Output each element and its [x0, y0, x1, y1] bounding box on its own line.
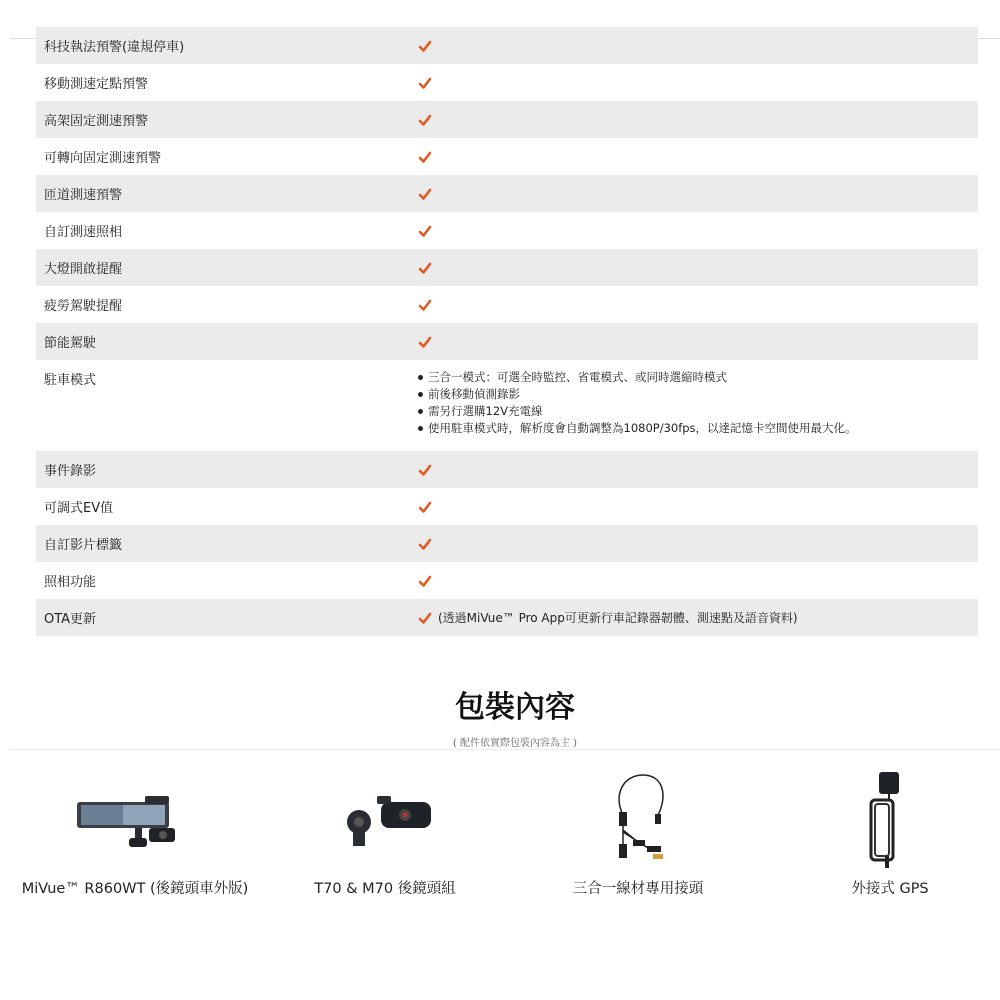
spec-row	[36, 488, 978, 525]
spec-label: 科技執法預警(違規停車)	[44, 40, 185, 55]
checkmark-icon	[418, 113, 432, 127]
spec-label: 節能駕駛	[44, 336, 97, 351]
spec-value	[418, 113, 978, 127]
spec-value	[418, 298, 978, 312]
package-item-mirror	[15, 770, 255, 900]
spec-label: 可轉向固定測速預警	[44, 151, 162, 166]
three-in-one-cable-icon	[518, 770, 758, 870]
spec-label: 自訂影片標籤	[44, 538, 123, 553]
spec-label: 大燈開啟提醒	[44, 262, 123, 277]
package-item-name: MiVue™ R860WT (後鏡頭車外版)	[21, 881, 249, 897]
spec-label: OTA更新	[44, 612, 97, 627]
spec-value	[418, 463, 978, 477]
spec-value	[418, 360, 978, 437]
spec-row	[36, 451, 978, 488]
package-title: 包裝內容	[455, 690, 575, 725]
spec-bullet-list	[418, 369, 857, 437]
checkmark-icon	[418, 187, 432, 201]
checkmark-icon	[418, 39, 432, 53]
package-item-name: T70 & M70 後鏡頭組	[314, 881, 456, 897]
section-divider	[10, 749, 1000, 750]
spec-bullet: 三合一模式：可選全時監控、省電模式、或同時選縮時模式	[418, 369, 857, 386]
spec-label: 駐車模式	[44, 373, 97, 388]
spec-row	[36, 138, 978, 175]
spec-label: 自訂測速照相	[44, 225, 123, 240]
spec-row	[36, 101, 978, 138]
package-item-cable	[518, 770, 758, 900]
spec-value	[418, 574, 978, 588]
spec-value	[418, 76, 978, 90]
spec-label: 匝道測速預警	[44, 188, 123, 203]
checkmark-icon	[418, 150, 432, 164]
spec-bullet: 前後移動偵測錄影	[418, 386, 857, 403]
spec-label: 可調式EV值	[44, 501, 114, 516]
spec-row	[36, 249, 978, 286]
checkmark-icon	[418, 261, 432, 275]
spec-value	[418, 537, 978, 551]
spec-row	[36, 286, 978, 323]
spec-value	[418, 224, 978, 238]
spec-value	[418, 335, 978, 349]
spec-row	[36, 599, 978, 636]
spec-label: 疲勞駕駛提醒	[44, 299, 123, 314]
spec-row	[36, 323, 978, 360]
spec-value	[418, 150, 978, 164]
spec-label: 照相功能	[44, 575, 97, 590]
spec-value	[418, 500, 978, 514]
package-item-name: 外接式 GPS	[851, 881, 929, 897]
checkmark-icon	[418, 76, 432, 90]
checkmark-icon	[418, 500, 432, 514]
checkmark-icon	[418, 463, 432, 477]
gps-receiver-icon	[770, 770, 1000, 870]
spec-value	[418, 261, 978, 275]
checkmark-icon	[418, 335, 432, 349]
package-item-gps	[770, 770, 1000, 900]
spec-table	[36, 27, 978, 636]
spec-bullet: 使用駐車模式時，解析度會自動調整為1080P/30fps，以達記憶卡空間使用最大化。	[418, 420, 857, 437]
spec-label: 事件錄影	[44, 464, 97, 479]
spec-row	[36, 64, 978, 101]
spec-row	[36, 562, 978, 599]
spec-note: (透過MiVue™ Pro App可更新行車記錄器韌體、測速點及語音資料)	[438, 611, 798, 625]
checkmark-icon	[418, 574, 432, 588]
spec-bullet: 需另行選購12V充電線	[418, 403, 857, 420]
package-item-name: 三合一線材專用接頭	[572, 881, 704, 897]
spec-row	[36, 212, 978, 249]
checkmark-icon	[418, 611, 432, 625]
spec-row	[36, 175, 978, 212]
spec-value	[418, 39, 978, 53]
spec-row	[36, 27, 978, 64]
rear-camera-set-icon	[265, 770, 505, 870]
package-item-rear-camera	[265, 770, 505, 900]
spec-row	[36, 525, 978, 562]
spec-label: 高架固定測速預警	[44, 114, 149, 129]
spec-value	[418, 187, 978, 201]
package-subtitle: ( 配件依實際包裝內容為主 )	[452, 738, 578, 749]
spec-row	[36, 360, 978, 451]
checkmark-icon	[418, 298, 432, 312]
checkmark-icon	[418, 537, 432, 551]
rearview-mirror-dashcam-icon	[15, 770, 255, 870]
spec-label: 移動測速定點預警	[44, 77, 149, 92]
spec-value	[418, 609, 978, 626]
checkmark-icon	[418, 224, 432, 238]
